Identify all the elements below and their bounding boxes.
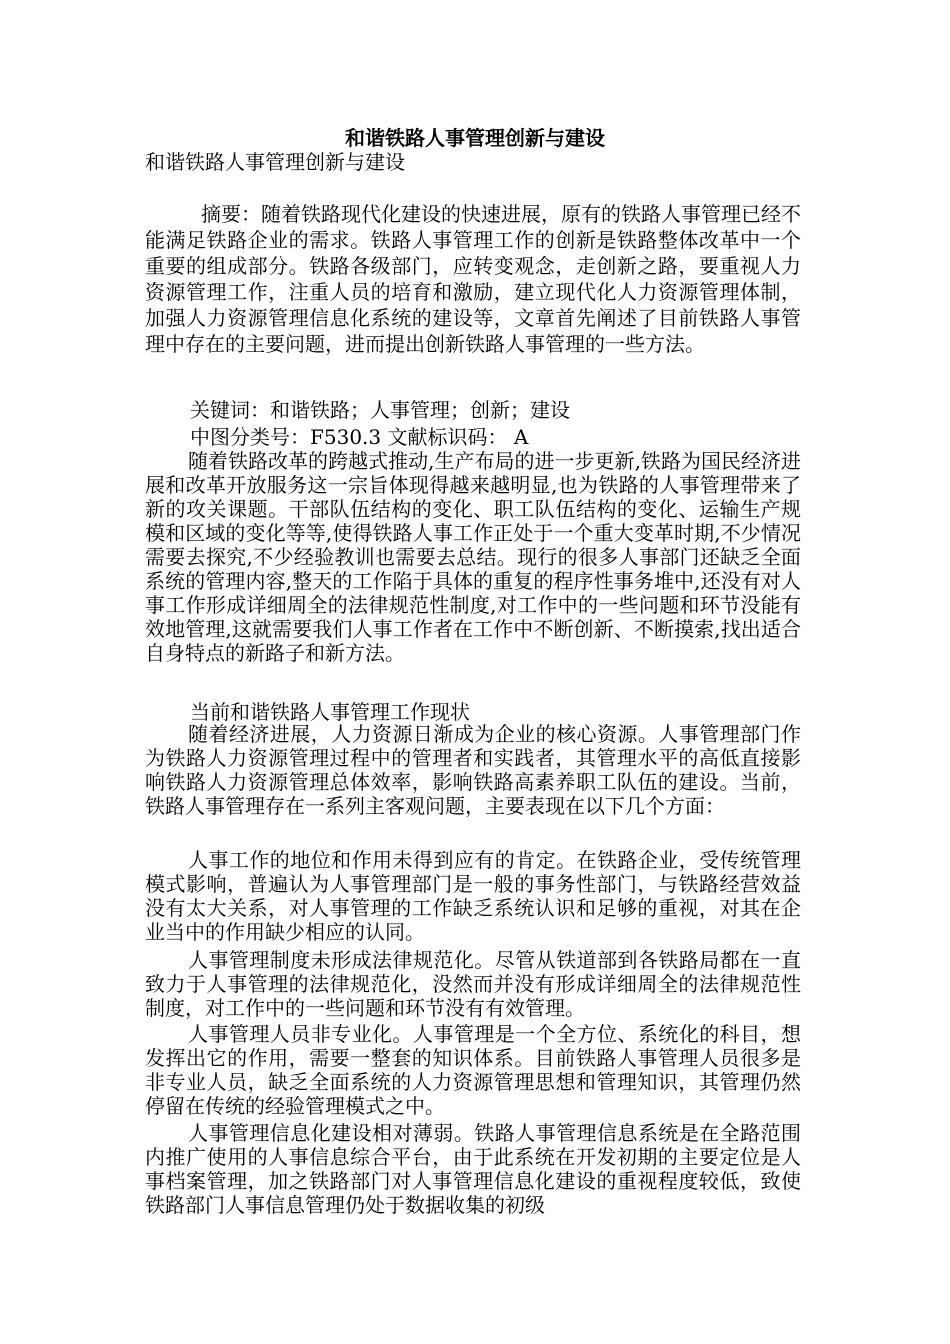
body-paragraph-status: 随着经济进展，人力资源日渐成为企业的核心资源。人事管理部门作为铁路人力资源管理过程中的管理者和实践者，其管理水平的高低直接影响铁路人力资源管理总体效率，影响铁路高素养职工队伍的建设。当前，铁路人事管理存在一系列主客观问题，主要表现在以下几个方面： xyxy=(145,722,801,818)
body-paragraph-staff: 人事管理人员非专业化。人事管理是一个全方位、系统化的科目，想发挥出它的作用，需要一整套的知识体系。目前铁路人事管理人员很多是非专业人员，缺乏全面系统的人力资源管理思想和管理知识，其管理仍然停留在传统的经验管理模式之中。 xyxy=(145,1022,801,1118)
body-paragraph-position: 人事工作的地位和作用未得到应有的肯定。在铁路企业，受传统管理模式影响，普遍认为人事管理部门是一般的事务性部门，与铁路经营效益没有太大关系，对人事管理的工作缺乏系统认识和足够的重视，对其在企业当中的作用缺少相应的认同。 xyxy=(145,848,801,944)
keywords-line: 关键词：和谐铁路；人事管理；创新；建设 xyxy=(190,398,570,422)
abstract-paragraph: 摘要：随着铁路现代化建设的快速进展，原有的铁路人事管理已经不能满足铁路企业的需求。铁路人事管理工作的创新是铁路整体改革中一个重要的组成部分。铁路各级部门，应转变观念，走创新之路，要重视人力资源管理工作，注重人员的培育和激励，建立现代化人力资源管理体制，加强人力资源管理信息化系统的建设等，文章首先阐述了目前铁路人事管理中存在的主要问题，进而提出创新铁路人事管理的一些方法。 xyxy=(145,202,801,356)
page-title: 和谐铁路人事管理创新与建设 xyxy=(345,126,605,150)
section-heading: 当前和谐铁路人事管理工作现状 xyxy=(190,700,470,724)
classification-line: 中图分类号：F530.3 文献标识码： A xyxy=(190,425,529,449)
document-subtitle: 和谐铁路人事管理创新与建设 xyxy=(145,150,405,174)
body-paragraph-intro: 随着铁路改革的跨越式推动,生产布局的进一步更新,铁路为国民经济进展和改革开放服务这一宗旨体现得越来越明显,也为铁路的人事管理带来了新的攻关课题。干部队伍结构的变化、职工队伍结构的变化、运输生产规模和区域的变化等等,使得铁路人事工作正处于一个重大变革时期,不少情况需要去探究,不少经验教训也需要去总结。现行的很多人事部门还缺乏全面系统的管理内容,整天的工作陷于具体的重复的程序性事务堆中,还没有对人事工作形成详细周全的法律规范性制度,对工作中的一些问题和环节没能有效地管理,这就需要我们人事工作者在工作中不断创新、不断摸索,找出适合自身特点的新路子和新方法。 xyxy=(145,449,801,665)
body-paragraph-information: 人事管理信息化建设相对薄弱。铁路人事管理信息系统是在全路范围内推广使用的人事信息综合平台，由于此系统在开发初期的主要定位是人事档案管理，加之铁路部门对人事管理信息化建设的重视程度较低，致使铁路部门人事信息管理仍处于数据收集的初级 xyxy=(145,1121,801,1217)
body-paragraph-regulation: 人事管理制度未形成法律规范化。尽管从铁道部到各铁路局都在一直致力于人事管理的法律规范化，没然而并没有形成详细周全的法律规范性制度，对工作中的一些问题和环节没有有效管理。 xyxy=(145,948,801,1020)
